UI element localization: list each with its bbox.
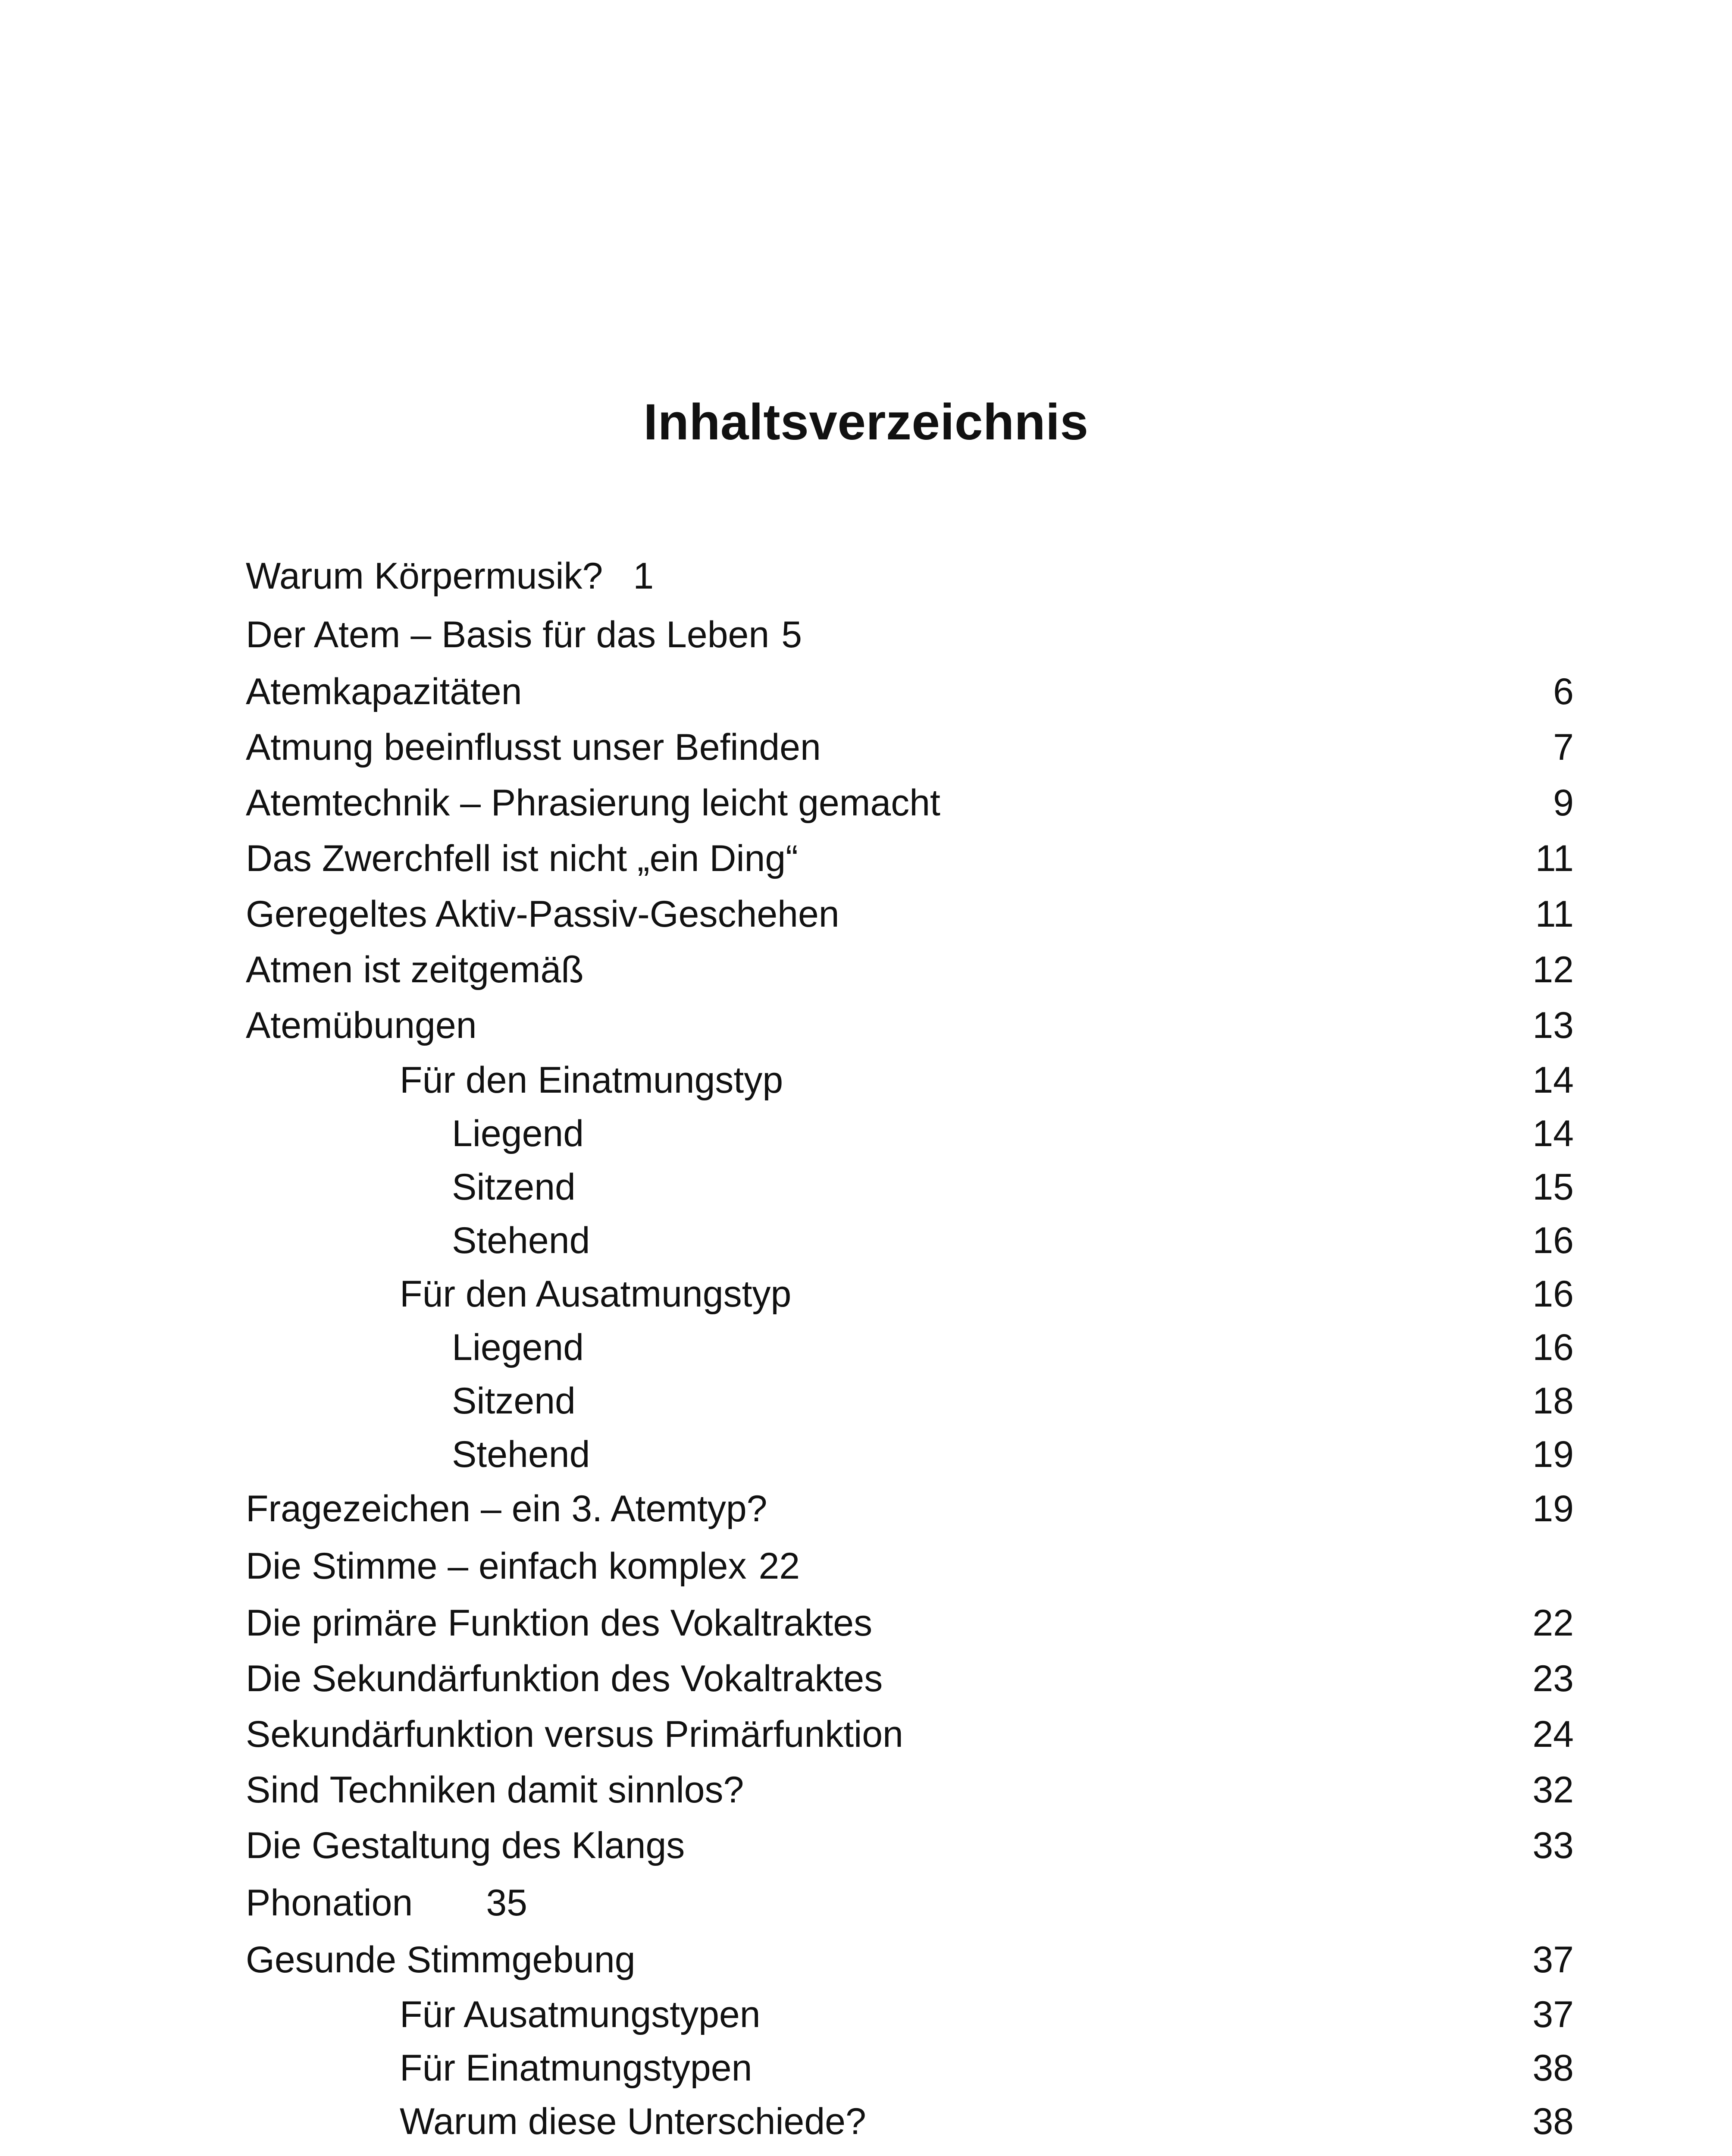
- toc-entry-title: Sitzend: [452, 1380, 576, 1422]
- toc-entry-title: Sind Techniken damit sinnlos?: [246, 1769, 744, 1811]
- toc-entry: [246, 720, 1574, 775]
- toc-entry-page: 22: [758, 1545, 800, 1587]
- toc-entry-page: 35: [486, 1882, 528, 1924]
- toc-entry: [246, 998, 1574, 1053]
- toc-entry-page: 38: [1532, 2047, 1574, 2089]
- toc-entry-title: Liegend: [452, 1327, 584, 1368]
- toc-entry-title: Atemübungen: [246, 1005, 477, 1046]
- toc-entry: [246, 1595, 1574, 1651]
- toc-entry: [246, 1107, 1574, 1160]
- toc-entry-title: Für den Ausatmungstyp: [400, 1273, 792, 1315]
- toc-entry-page: 19: [1532, 1488, 1574, 1529]
- toc-entry-page: 11: [1535, 838, 1574, 879]
- toc-entry-title: Atemkapazitäten: [246, 671, 522, 712]
- toc-entry: [246, 1818, 1574, 1874]
- toc-entry-page: 12: [1532, 949, 1574, 990]
- toc-entry-page: 15: [1532, 1166, 1574, 1208]
- toc-entry-title: Phonation: [246, 1882, 413, 1924]
- toc-entry-title: Das Zwerchfell ist nicht „ein Ding“: [246, 838, 798, 879]
- toc-entry-page: 5: [781, 614, 802, 655]
- toc-entry: [246, 1874, 1574, 1932]
- toc-entry: [246, 1214, 1574, 1267]
- toc-entry-title: Die primäre Funktion des Vokaltraktes: [246, 1602, 873, 1644]
- toc-entry: [246, 1160, 1574, 1214]
- toc-entry: [246, 664, 1574, 720]
- toc-entry-page: 37: [1532, 1994, 1574, 2035]
- toc-entry: [246, 547, 1574, 605]
- toc-entry-page: 11: [1535, 893, 1574, 935]
- toc-entry-title: Warum Körpermusik?: [246, 555, 603, 597]
- toc-entry-page: 16: [1532, 1273, 1574, 1315]
- toc-entry-title: Sitzend: [452, 1166, 576, 1208]
- toc-entry: [246, 1537, 1574, 1595]
- toc-entry: [246, 1481, 1574, 1537]
- toc-entry-title: Stehend: [452, 1220, 590, 1261]
- toc-entry-title: Die Sekundärfunktion des Vokaltraktes: [246, 1658, 883, 1699]
- toc-entry: [246, 1707, 1574, 1762]
- toc-entry-page: 37: [1532, 1939, 1574, 1981]
- toc-entry: [246, 2041, 1574, 2095]
- toc-entry-title: Der Atem – Basis für das Leben: [246, 614, 770, 655]
- toc-entry-page: 16: [1532, 1220, 1574, 1261]
- toc-entry-page: 22: [1532, 1602, 1574, 1644]
- toc-entry-page: 16: [1532, 1327, 1574, 1368]
- toc-entry-title: Atmen ist zeitgemäß: [246, 949, 584, 990]
- page-title: Inhaltsverzeichnis: [643, 394, 1089, 451]
- toc-entry-page: 7: [1553, 727, 1574, 768]
- toc-entry: [246, 1267, 1574, 1321]
- toc-entry-title: Warum diese Unterschiede?: [400, 2101, 866, 2142]
- toc-entry-title: Stehend: [452, 1434, 590, 1475]
- toc-entry: [246, 605, 1574, 664]
- toc-entry-page: 14: [1532, 1059, 1574, 1101]
- toc-entry-title: Liegend: [452, 1113, 584, 1154]
- toc-entry: [246, 1651, 1574, 1707]
- toc-entry: [246, 831, 1574, 887]
- toc-entry-page: 24: [1532, 1714, 1574, 1755]
- toc-entry-page: 6: [1553, 671, 1574, 712]
- toc-entry: [246, 1374, 1574, 1428]
- toc-entry-page: 19: [1532, 1434, 1574, 1475]
- toc-entry-page: 18: [1532, 1380, 1574, 1422]
- toc-entry-page: 33: [1532, 1825, 1574, 1866]
- toc-entry-title: [246, 2148, 444, 2156]
- toc-entry-page: 32: [1532, 1769, 1574, 1811]
- table-of-contents: [246, 547, 1574, 2156]
- toc-entry-title: Gesunde Stimmgebung: [246, 1939, 636, 1981]
- toc-entry: [246, 1321, 1574, 1374]
- toc-entry-page: 9: [1553, 782, 1574, 824]
- toc-entry-title: Atmung beeinflusst unser Befinden: [246, 727, 821, 768]
- toc-entry: [246, 1932, 1574, 1988]
- toc-entry-title: Für Einatmungstypen: [400, 2047, 752, 2089]
- toc-entry-title: Atemtechnik – Phrasierung leicht gemacht: [246, 782, 940, 824]
- toc-entry: [246, 2148, 1574, 2156]
- toc-entry-page: 38: [1532, 2101, 1574, 2142]
- toc-entry-page: [498, 2148, 539, 2156]
- toc-entry-page: 13: [1532, 1005, 1574, 1046]
- toc-entry-title: Für den Einatmungstyp: [400, 1059, 783, 1101]
- toc-entry: [246, 1762, 1574, 1818]
- toc-entry: [246, 1428, 1574, 1481]
- toc-entry: [246, 942, 1574, 998]
- toc-entry-title: Geregeltes Aktiv-Passiv-Geschehen: [246, 893, 839, 935]
- toc-entry-title: Sekundärfunktion versus Primärfunktion: [246, 1714, 903, 1755]
- toc-entry: [246, 775, 1574, 831]
- toc-entry-title: Die Gestaltung des Klangs: [246, 1825, 685, 1866]
- toc-entry-title: Die Stimme – einfach komplex: [246, 1545, 747, 1587]
- toc-entry: [246, 887, 1574, 942]
- toc-entry: [246, 2095, 1574, 2148]
- toc-entry-title: Für Ausatmungstypen: [400, 1994, 761, 2035]
- toc-entry-page: 14: [1532, 1113, 1574, 1154]
- toc-entry-page: 1: [633, 555, 654, 597]
- toc-entry: [246, 1053, 1574, 1107]
- toc-entry-page: 23: [1532, 1658, 1574, 1699]
- toc-entry-title: Fragezeichen – ein 3. Atemtyp?: [246, 1488, 767, 1529]
- toc-entry: [246, 1988, 1574, 2041]
